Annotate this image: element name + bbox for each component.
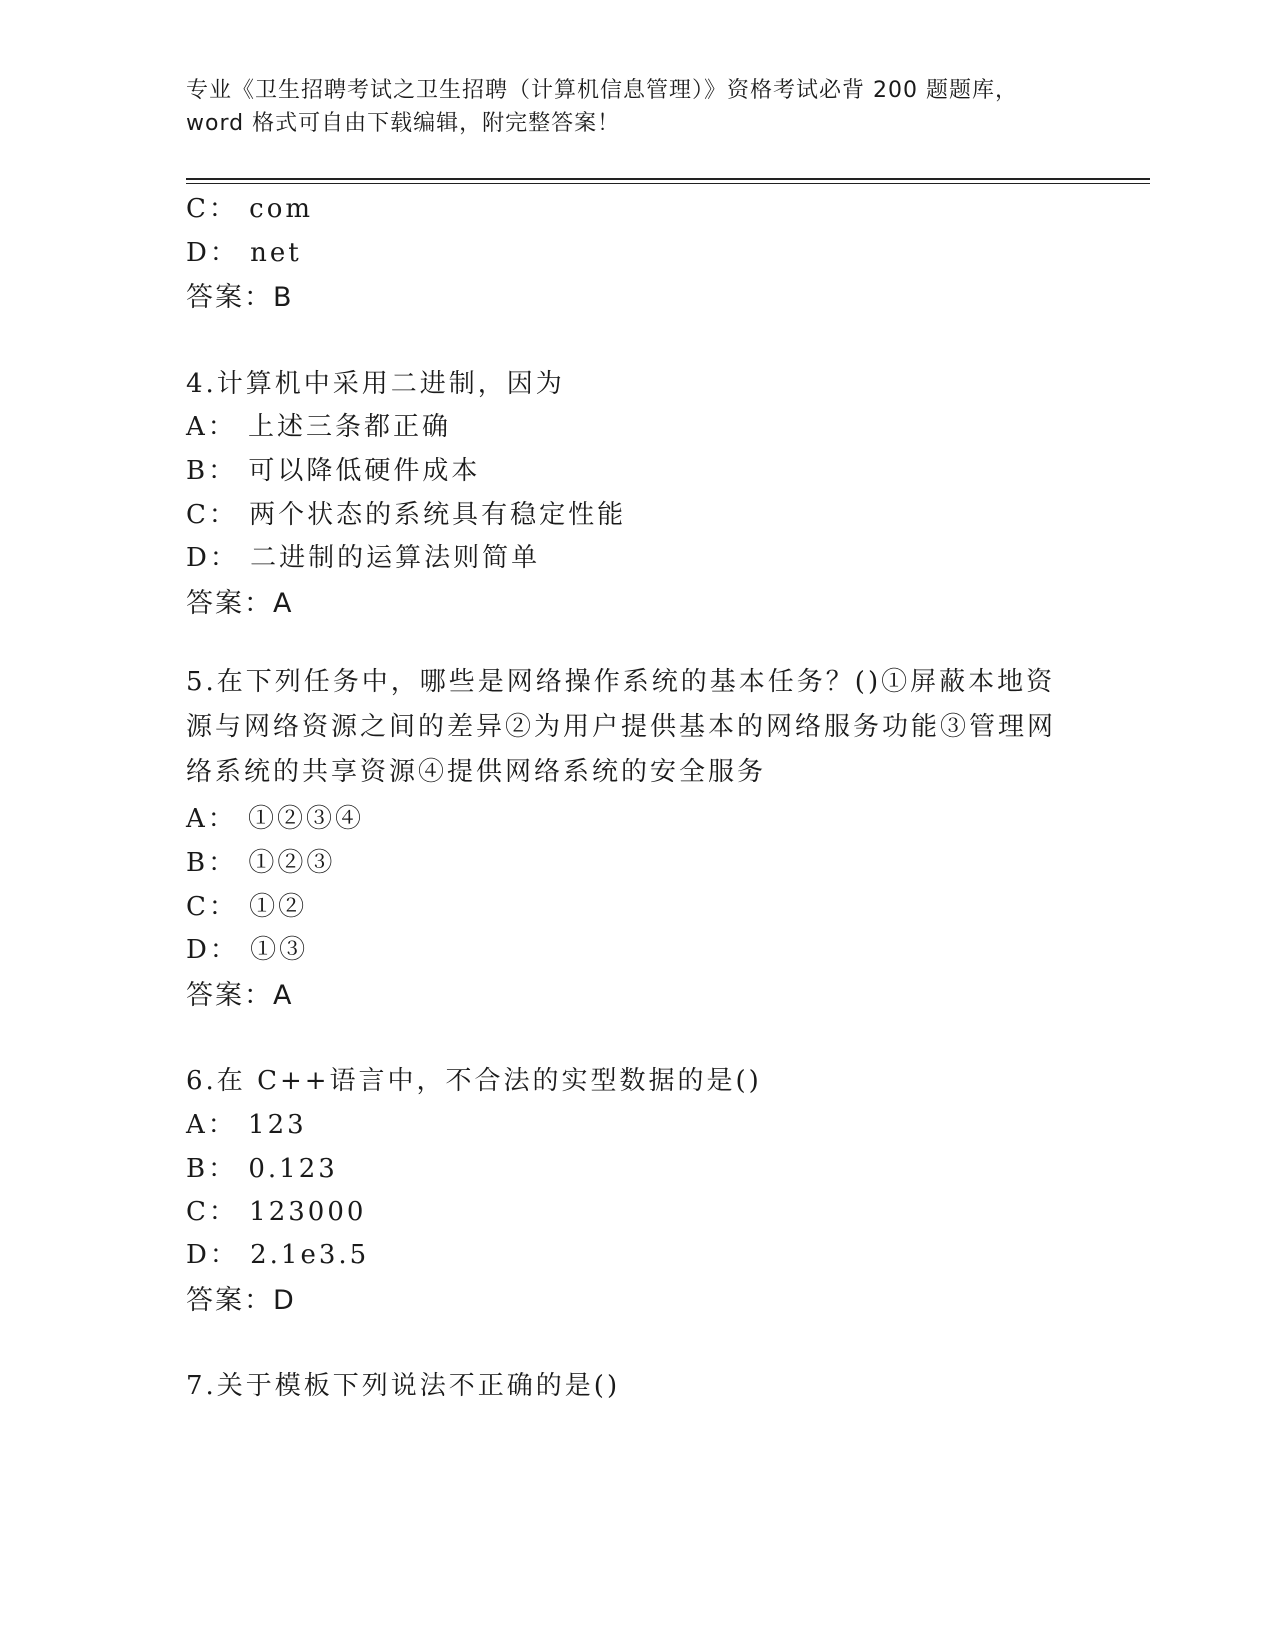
q6-option-c: C： 123000 — [186, 1197, 367, 1227]
q6-option-a: A： 123 — [186, 1110, 307, 1140]
header-title-line1: 专业《卫生招聘考试之卫生招聘（计算机信息管理）》资格考试必背 200 题题库， — [186, 78, 1018, 103]
q4-answer: 答案：A — [186, 588, 294, 619]
q3-option-d: D： net — [186, 238, 302, 268]
q4-option-d: D： 二进制的运算法则简单 — [186, 543, 541, 573]
header-divider-thin — [186, 183, 1150, 184]
header-divider-thick — [186, 178, 1150, 180]
q4-option-a: A： 上述三条都正确 — [186, 412, 452, 442]
q6-question: 6.在 C++语言中，不合法的实型数据的是() — [186, 1066, 762, 1096]
q5-option-a: A： ①②③④ — [186, 804, 365, 834]
q4-option-c: C： 两个状态的系统具有稳定性能 — [186, 500, 627, 530]
q5-option-c: C： ①② — [186, 892, 308, 922]
header-title-line2: word 格式可自由下载编辑，附完整答案！ — [186, 111, 621, 136]
q3-answer: 答案：B — [186, 282, 294, 313]
q5-option-b: B： ①②③ — [186, 848, 336, 878]
q6-answer: 答案：D — [186, 1285, 296, 1316]
document-header — [186, 74, 1086, 140]
q5-question: 5.在下列任务中，哪些是网络操作系统的基本任务？()①屏蔽本地资源与网络资源之间的差异②为用户提供基本的网络服务功能③管理网络系统的共享资源④提供网络系统的安全服务 — [186, 667, 1057, 787]
q6-option-d: D： 2.1e3.5 — [186, 1240, 370, 1270]
q3-option-c: C： com — [186, 194, 314, 224]
q4-option-b: B： 可以降低硬件成本 — [186, 456, 481, 486]
q7-question: 7.关于模板下列说法不正确的是() — [186, 1371, 621, 1401]
q4-question: 4.计算机中采用二进制，因为 — [186, 369, 565, 399]
q5-option-d: D： ①③ — [186, 935, 309, 965]
q6-option-b: B： 0.123 — [186, 1154, 338, 1184]
q5-answer: 答案：A — [186, 980, 294, 1011]
